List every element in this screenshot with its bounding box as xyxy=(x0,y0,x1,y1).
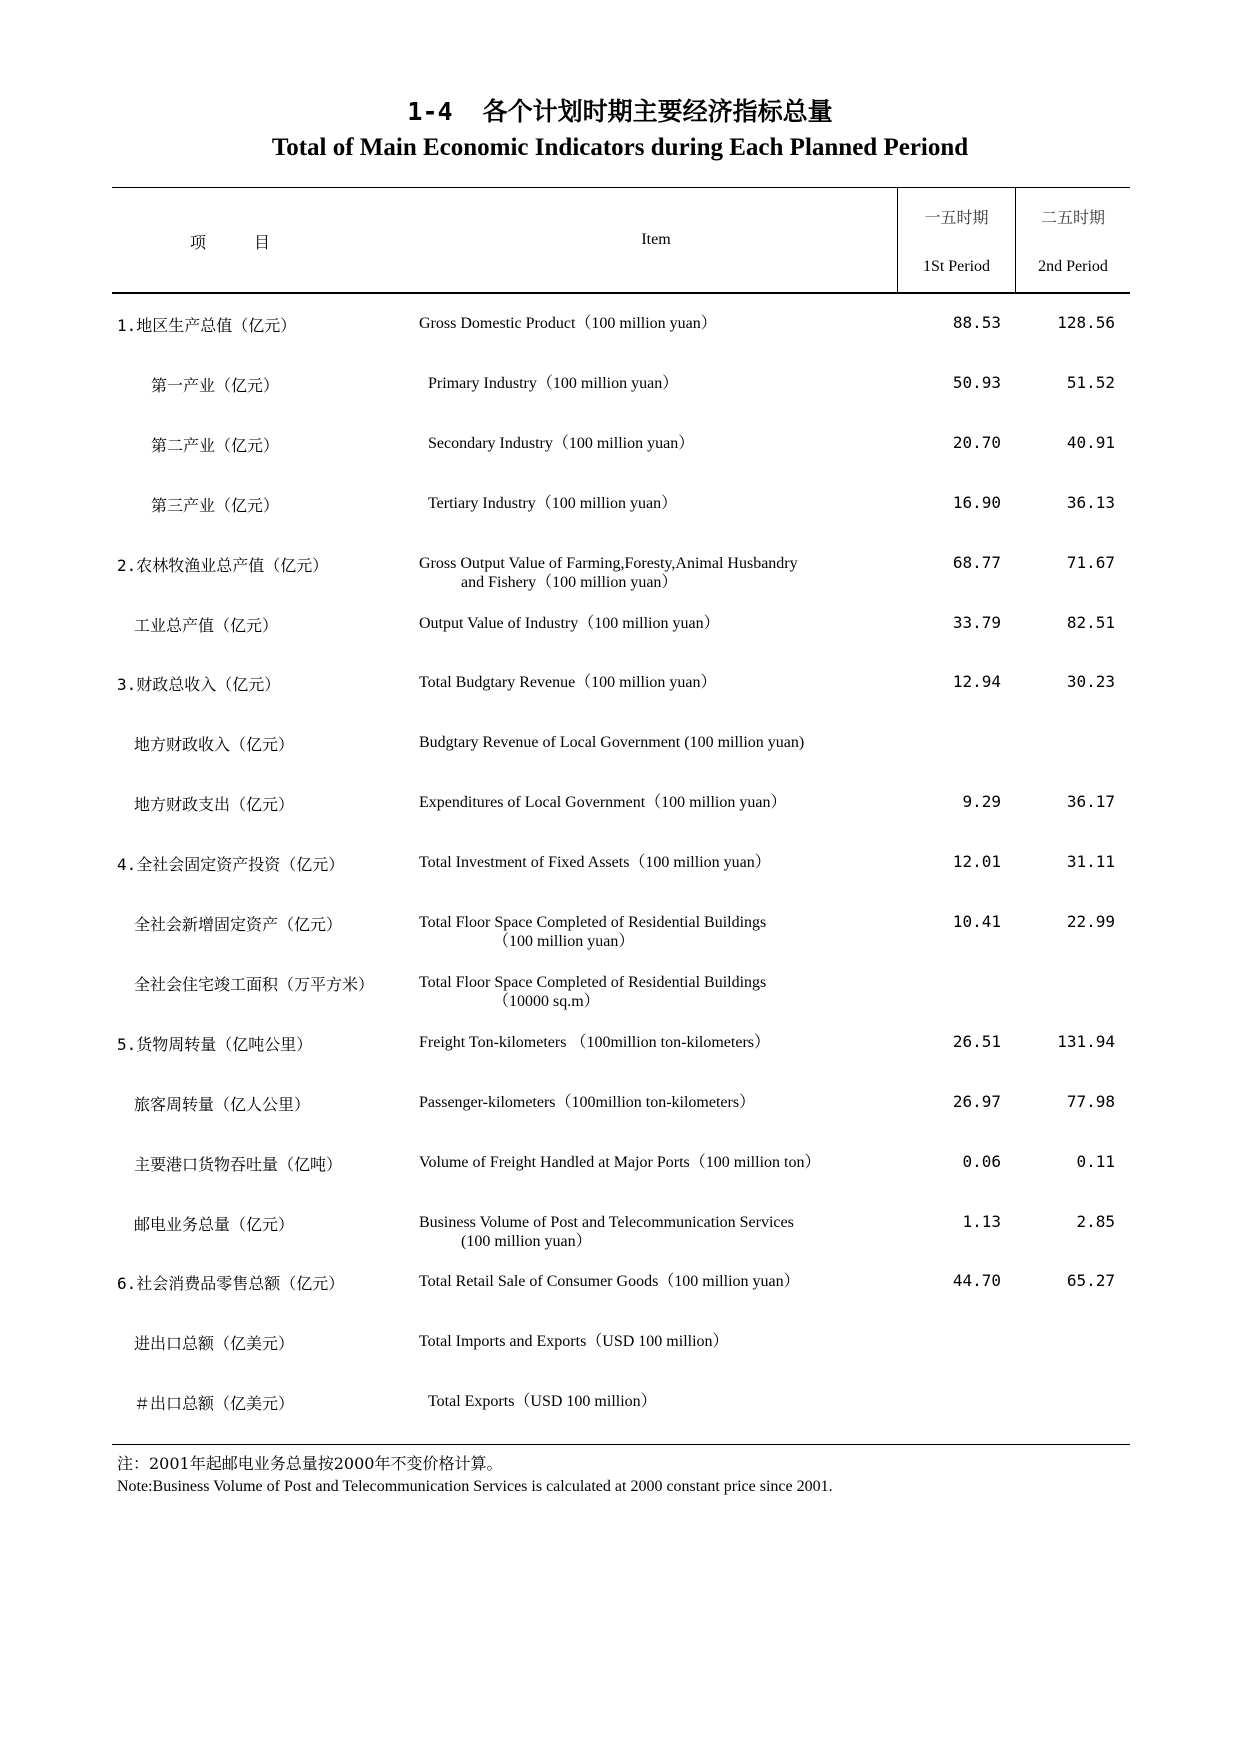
row-item-en xyxy=(419,1272,800,1291)
row-label-cn: 地区生产总值（亿元） xyxy=(136,316,297,335)
table-number: 1-4 xyxy=(407,97,453,126)
row-item-cn xyxy=(117,553,328,576)
header-divider-2 xyxy=(1015,187,1016,293)
row-value-period1: 44.70 xyxy=(952,1271,1001,1290)
row-value-period1: 33.79 xyxy=(952,613,1001,632)
header-item-en: Item xyxy=(641,231,671,248)
row-label-en: Total Imports and Exports（USD 100 million） xyxy=(419,1333,729,1350)
row-item-en xyxy=(419,793,786,812)
header-period1-cn: 一五时期 xyxy=(924,208,989,227)
note-cn: 注：2001年起邮电业务总量按2000年不变价格计算。 xyxy=(117,1454,503,1473)
table-top-rule xyxy=(112,187,1130,188)
row-item-en xyxy=(428,1392,657,1411)
row-label-en: Volume of Freight Handled at Major Ports（100 million ton） xyxy=(419,1154,821,1171)
row-label-en: Secondary Industry（100 million yuan） xyxy=(428,435,695,452)
header-bottom-rule xyxy=(112,292,1130,294)
row-item-en xyxy=(428,494,677,513)
row-item-cn xyxy=(134,613,278,636)
row-label-cn: 农林牧渔业总产值（亿元） xyxy=(136,556,329,575)
row-item-en xyxy=(419,1332,729,1351)
row-label-en: Primary Industry（100 million yuan） xyxy=(428,375,679,392)
row-label-en: Total Retail Sale of Consumer Goods（100 million yuan） xyxy=(419,1273,800,1290)
row-value-period2: 71.67 xyxy=(1066,553,1115,572)
row-label-en: Gross Output Value of Farming,Foresty,Animal Husbandry xyxy=(419,555,798,572)
row-label-cn: 地方财政收入（亿元） xyxy=(134,735,295,754)
row-label-en: Total Exports（USD 100 million） xyxy=(428,1393,657,1410)
row-label-en: Output Value of Industry（100 million yuan） xyxy=(419,615,720,632)
row-item-cn xyxy=(134,1391,294,1414)
row-item-cn xyxy=(134,1212,294,1235)
page-subtitle: Total of Main Economic Indicators during Each Planned Periond xyxy=(271,134,969,161)
row-label-en: Tertiary Industry（100 million yuan） xyxy=(428,495,678,512)
row-item-cn xyxy=(134,792,294,815)
row-label-en: Total Budgtary Revenue（100 million yuan） xyxy=(419,674,717,691)
row-label-cn: 主要港口货物吞吐量（亿吨） xyxy=(134,1155,343,1174)
row-label-cn: 第一产业（亿元） xyxy=(151,376,280,395)
row-item-en xyxy=(419,733,804,752)
row-value-period1: 26.51 xyxy=(952,1032,1001,1051)
row-label-en: Budgtary Revenue of Local Government (100 million yuan) xyxy=(419,734,805,751)
row-value-period1: 50.93 xyxy=(952,373,1001,392)
row-label-en-line2: （10000 sq.m） xyxy=(493,993,600,1010)
row-item-en xyxy=(419,1153,820,1172)
title-cn: 各个计划时期主要经济指标总量 xyxy=(482,97,833,126)
row-label-cn: 财政总收入（亿元） xyxy=(136,675,281,694)
row-item-cn xyxy=(134,1092,310,1115)
row-label-en: Gross Domestic Product（100 million yuan） xyxy=(419,315,717,332)
header-period2-en: 2nd Period xyxy=(1038,258,1108,275)
row-value-period2: 22.99 xyxy=(1066,912,1115,931)
row-index: 1. xyxy=(117,316,137,335)
row-item-cn xyxy=(151,433,279,456)
row-label-cn: 全社会固定资产投资（亿元） xyxy=(136,855,345,874)
row-item-en xyxy=(419,1093,755,1112)
row-value-period2: 36.17 xyxy=(1066,792,1115,811)
row-value-period1: 10.41 xyxy=(952,912,1001,931)
row-item-en xyxy=(419,1213,794,1251)
row-index: 2. xyxy=(117,556,137,575)
row-value-period1: 26.97 xyxy=(952,1092,1001,1111)
row-item-cn xyxy=(134,1331,294,1354)
row-item-en xyxy=(428,434,694,453)
row-value-period1: 16.90 xyxy=(952,493,1001,512)
row-item-cn xyxy=(151,373,279,396)
row-item-cn xyxy=(117,313,296,336)
row-label-en: Freight Ton-kilometers （100million ton-kilometers） xyxy=(419,1034,770,1051)
row-item-en xyxy=(428,374,678,393)
row-value-period2: 31.11 xyxy=(1066,852,1115,871)
row-label-en: Business Volume of Post and Telecommunication Services xyxy=(419,1214,794,1231)
row-value-period2: 40.91 xyxy=(1066,433,1115,452)
row-value-period2: 2.85 xyxy=(1076,1212,1115,1231)
row-index: 3. xyxy=(117,675,137,694)
row-value-period1: 1.13 xyxy=(962,1212,1001,1231)
row-item-en xyxy=(419,913,766,951)
row-item-en xyxy=(419,554,798,592)
header-item-cn: 项 目 xyxy=(189,233,270,252)
row-label-en-line2: （100 million yuan） xyxy=(493,933,635,950)
row-item-cn xyxy=(134,972,374,995)
row-item-en xyxy=(419,853,771,872)
row-value-period2: 77.98 xyxy=(1066,1092,1115,1111)
header-divider-1 xyxy=(897,187,898,293)
row-index: 4. xyxy=(117,855,137,874)
row-label-cn: 货物周转量（亿吨公里） xyxy=(136,1035,313,1054)
row-value-period1: 68.77 xyxy=(952,553,1001,572)
row-label-cn: 工业总产值（亿元） xyxy=(134,616,279,635)
row-label-en: Passenger-kilometers（100million ton-kilometers） xyxy=(419,1094,756,1111)
row-value-period1: 12.01 xyxy=(952,852,1001,871)
row-label-cn: 第二产业（亿元） xyxy=(151,436,280,455)
row-value-period2: 131.94 xyxy=(1057,1032,1115,1051)
row-item-en xyxy=(419,614,720,633)
row-label-cn: 第三产业（亿元） xyxy=(151,496,280,515)
row-item-cn xyxy=(134,912,342,935)
row-label-cn: 全社会新增固定资产（亿元） xyxy=(134,915,343,934)
row-label-en: Total Floor Space Completed of Residential Buildings xyxy=(419,914,767,931)
row-label-en: Total Investment of Fixed Assets（100 million yuan） xyxy=(419,854,771,871)
row-value-period2: 0.11 xyxy=(1076,1152,1115,1171)
row-item-cn xyxy=(134,1152,342,1175)
row-label-en: Total Floor Space Completed of Residential Buildings xyxy=(419,974,767,991)
row-label-en-line2: and Fishery（100 million yuan） xyxy=(461,574,678,591)
row-item-cn xyxy=(117,672,280,695)
header-period1-en: 1St Period xyxy=(922,258,991,275)
row-value-period2: 30.23 xyxy=(1066,672,1115,691)
row-label-en-line2: (100 million yuan） xyxy=(461,1233,592,1250)
row-label-cn: 进出口总额（亿美元） xyxy=(134,1334,295,1353)
row-item-cn xyxy=(117,1032,312,1055)
row-item-cn xyxy=(151,493,279,516)
row-value-period1: 0.06 xyxy=(962,1152,1001,1171)
row-index: 6. xyxy=(117,1274,137,1293)
row-value-period2: 51.52 xyxy=(1066,373,1115,392)
row-label-cn: 地方财政支出（亿元） xyxy=(134,795,295,814)
row-value-period2: 128.56 xyxy=(1057,313,1115,332)
row-value-period2: 36.13 xyxy=(1066,493,1115,512)
row-item-cn xyxy=(117,852,344,875)
row-item-en xyxy=(419,973,766,1011)
row-value-period2: 65.27 xyxy=(1066,1271,1115,1290)
row-index: 5. xyxy=(117,1035,137,1054)
row-item-cn xyxy=(134,732,294,755)
row-label-cn: 旅客周转量（亿人公里） xyxy=(134,1095,311,1114)
row-label-cn: 邮电业务总量（亿元） xyxy=(134,1215,295,1234)
row-label-cn: 全社会住宅竣工面积（万平方米） xyxy=(134,975,375,994)
row-item-en xyxy=(419,1033,770,1052)
note-en: Note:Business Volume of Post and Telecommunication Services is calculated at 2000 constant price since 2001. xyxy=(117,1478,833,1495)
row-item-cn xyxy=(117,1271,344,1294)
row-item-en xyxy=(419,673,717,692)
row-value-period1: 12.94 xyxy=(952,672,1001,691)
header-period2-cn: 二五时期 xyxy=(1040,208,1105,227)
row-value-period2: 82.51 xyxy=(1066,613,1115,632)
row-label-cn: 社会消费品零售总额（亿元） xyxy=(136,1274,345,1293)
row-value-period1: 20.70 xyxy=(952,433,1001,452)
row-item-en xyxy=(419,314,717,333)
row-value-period1: 9.29 xyxy=(962,792,1001,811)
row-label-cn: ＃出口总额（亿美元） xyxy=(134,1394,295,1413)
row-label-en: Expenditures of Local Government（100 million yuan） xyxy=(419,794,787,811)
table-bottom-rule xyxy=(112,1444,1130,1445)
row-value-period1: 88.53 xyxy=(952,313,1001,332)
page-title xyxy=(0,92,1240,128)
